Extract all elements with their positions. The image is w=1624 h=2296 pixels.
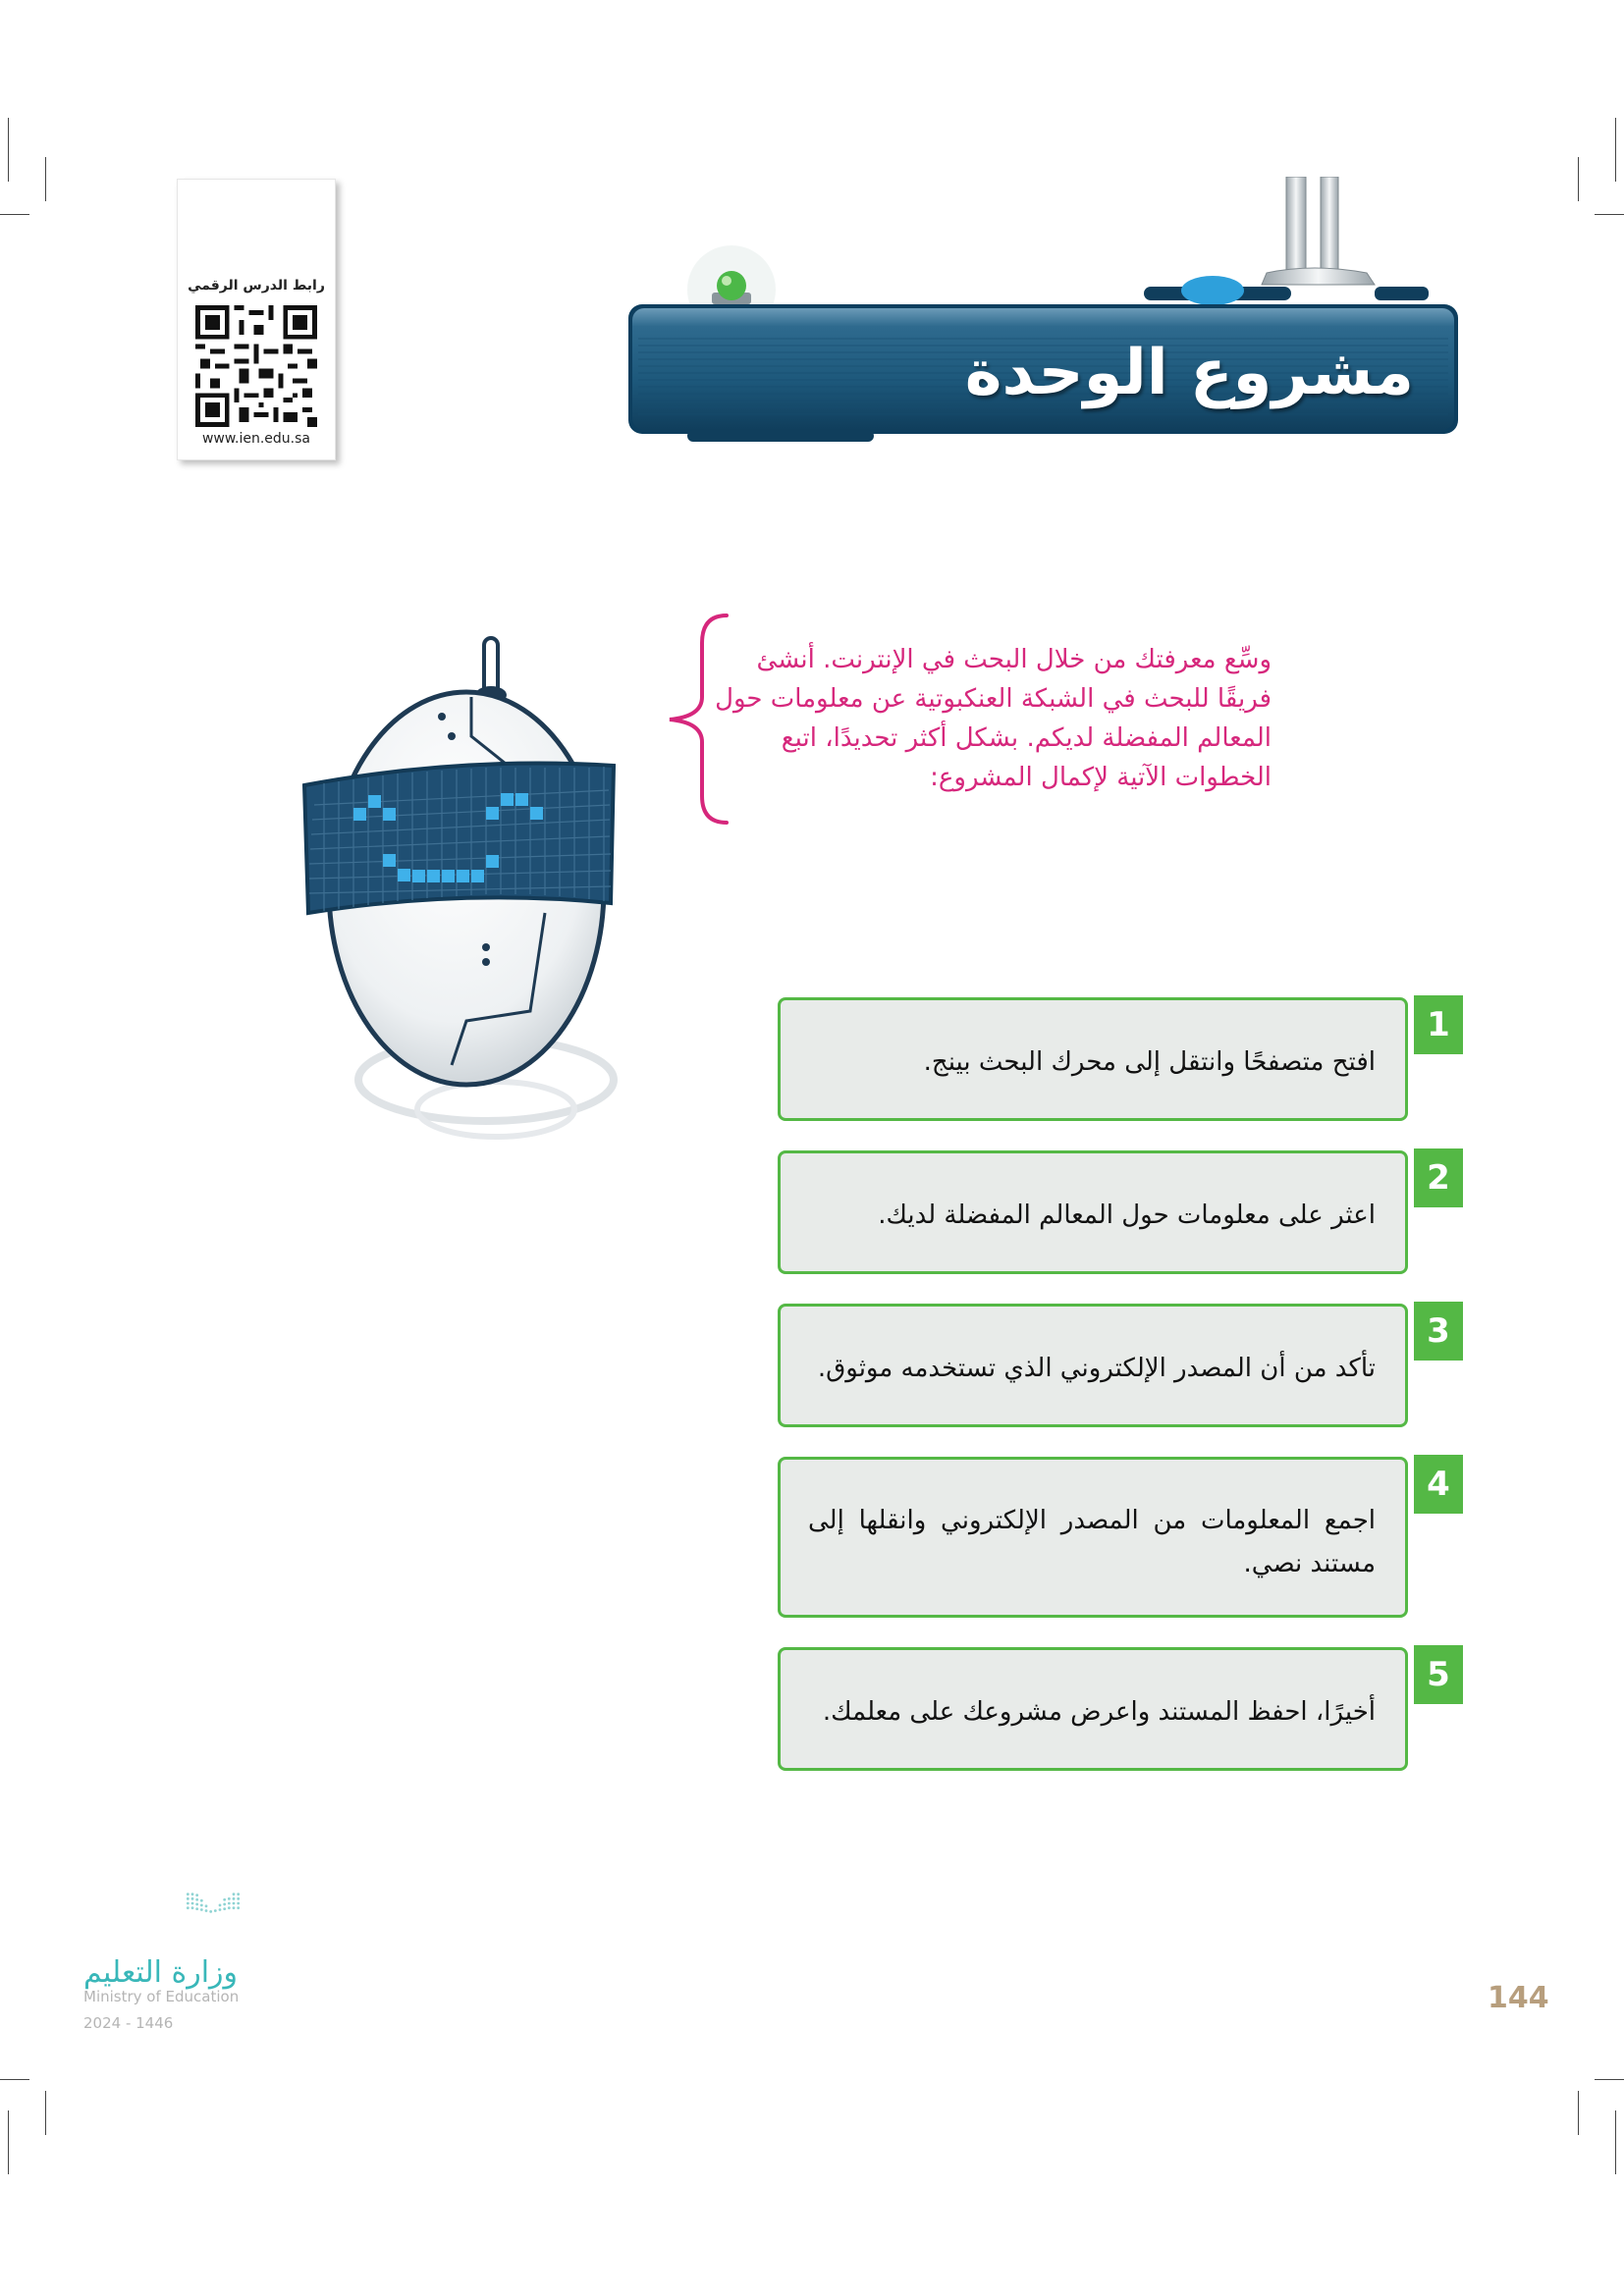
- step-number-badge: 5: [1414, 1645, 1463, 1704]
- curly-brace-icon: [658, 614, 736, 825]
- step-text: تأكد من أن المصدر الإلكتروني الذي تستخدمه موثوق.: [817, 1354, 1376, 1383]
- ministry-name-en: Ministry of Education: [83, 1988, 240, 2005]
- robot-mascot-icon: [275, 618, 648, 1153]
- step-number-badge: 1: [1414, 995, 1463, 1054]
- step-number-badge: 4: [1414, 1455, 1463, 1514]
- crop-mark: [1615, 118, 1616, 182]
- step-card-4: [778, 1457, 1408, 1618]
- digital-lesson-card[interactable]: [177, 179, 336, 460]
- step-card-3: [778, 1304, 1408, 1427]
- step-card-1: [778, 997, 1408, 1121]
- crop-mark: [45, 2091, 46, 2135]
- crop-mark: [1595, 2079, 1624, 2080]
- crop-mark: [0, 214, 29, 215]
- qr-caption: رابط الدرس الرقمي: [188, 278, 325, 294]
- step-text: أخيرًا، احفظ المستند واعرض مشروعك على معلمك.: [822, 1697, 1376, 1727]
- intro-paragraph: وسِّع معرفتك من خلال البحث في الإنترنت. أنشئ فريقًا للبحث في الشبكة العنكبوتية عن معلومات حول المعالم المفضلة لديكم. بشكل أكثر تحديدًا، اتبع الخطوات الآتية لإكمال المشروع:: [715, 645, 1272, 792]
- ministry-logo-icon: [83, 1890, 329, 1958]
- ministry-name-ar: وزارة التعليم: [83, 1955, 239, 1990]
- step-text: اعثر على معلومات حول المعالم المفضلة لديك.: [878, 1201, 1376, 1230]
- crop-mark: [8, 2110, 9, 2174]
- crop-mark: [1578, 2091, 1579, 2135]
- step-card-5: [778, 1647, 1408, 1771]
- crop-mark: [1595, 214, 1624, 215]
- crop-mark: [0, 2079, 29, 2080]
- step-text: اجمع المعلومات من المصدر الإلكتروني وانقلها إلى مستند نصي.: [808, 1506, 1376, 1578]
- qr-url[interactable]: www.ien.edu.sa: [201, 431, 311, 447]
- step-card-2: [778, 1150, 1408, 1274]
- step-text: افتح متصفحًا وانتقل إلى محرك البحث بينج.: [923, 1047, 1376, 1077]
- ministry-year: 2024 - 1446: [83, 2014, 174, 2032]
- step-number-badge: 2: [1414, 1148, 1463, 1207]
- step-number-badge: 3: [1414, 1302, 1463, 1361]
- crop-mark: [1615, 2110, 1616, 2174]
- page-title: مشروع الوحدة: [964, 337, 1414, 409]
- crop-mark: [1578, 157, 1579, 201]
- qr-code-icon[interactable]: [195, 305, 317, 427]
- crop-mark: [8, 118, 9, 182]
- crop-mark: [45, 157, 46, 201]
- page-number: 144: [1488, 1981, 1549, 2015]
